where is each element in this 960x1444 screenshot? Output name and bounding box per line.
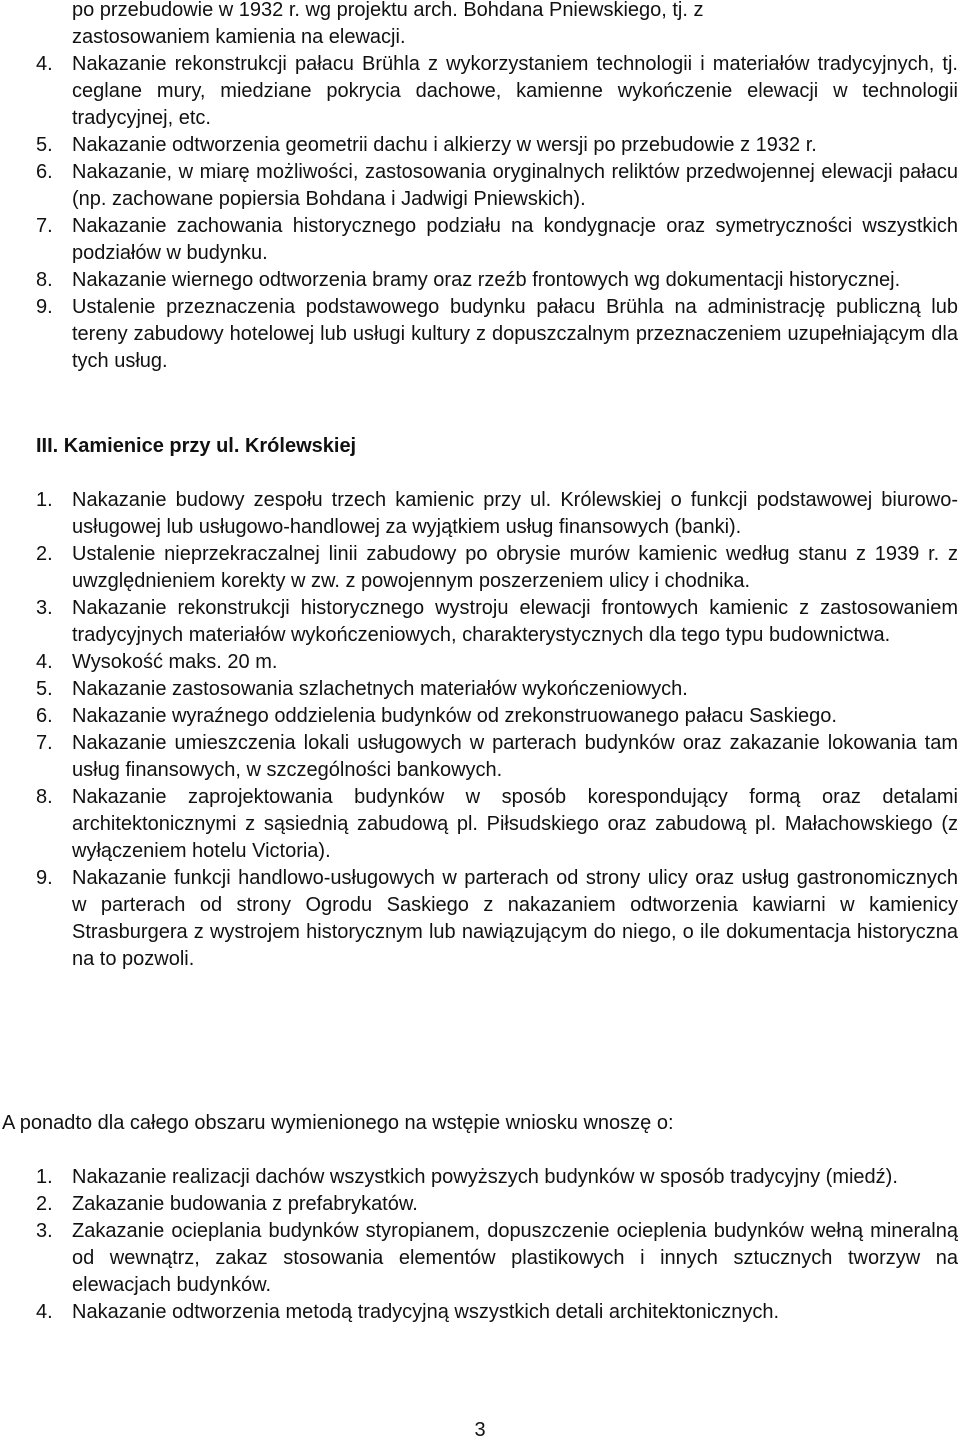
item-number: 2. — [36, 543, 53, 565]
list-item — [0, 1299, 960, 1326]
list-item — [0, 51, 960, 132]
area-intro-text: A ponadto dla całego obszaru wymienionego na wstępie wniosku wnoszę o: — [2, 1112, 674, 1134]
item-text: Nakazanie wiernego odtworzenia bramy oraz rzeźb frontowych wg dokumentacji historycznej. — [72, 269, 901, 291]
list-item — [0, 784, 960, 865]
continuation-line-1: po przebudowie w 1932 r. wg projektu arch. Bohdana Pniewskiego, tj. z — [72, 0, 704, 21]
list-item — [0, 676, 960, 703]
list-area-items — [0, 1164, 960, 1326]
item-number: 8. — [36, 786, 53, 808]
item-number: 4. — [36, 53, 53, 75]
item-text: Ustalenie nieprzekraczalnej linii zabudowy po obrysie murów kamienic według stanu z 1939 r. z uwzględnieniem korekty w zw. z powojennym poszerzeniem ulicy i chodnika. — [72, 543, 958, 592]
item-number: 6. — [36, 161, 53, 183]
item-number: 7. — [36, 732, 53, 754]
item-number: 1. — [36, 489, 53, 511]
list-item — [0, 865, 960, 973]
list-item — [0, 487, 960, 541]
continuation-line-2: zastosowaniem kamienia na elewacji. — [72, 26, 406, 48]
item-text: Nakazanie odtworzenia metodą tradycyjną wszystkich detali architektonicznych. — [72, 1301, 780, 1323]
list-item — [0, 1164, 960, 1191]
item-number: 3. — [36, 597, 53, 619]
item-text: Wysokość maks. 20 m. — [72, 651, 278, 673]
item-number: 5. — [36, 134, 53, 156]
item-text: Ustalenie przeznaczenia podstawowego budynku pałacu Brühla na administrację publiczną lub tereny zabudowy hotelowej lub usługi kultury z dopuszczalnym przeznaczeniem uzupełniającym dla tych usług. — [72, 296, 958, 372]
item-text: Zakazanie budowania z prefabrykatów. — [72, 1193, 418, 1215]
list-palace-items — [0, 51, 960, 375]
item-text: Nakazanie zachowania historycznego podziału na kondygnacje oraz symetryczności wszystkich podziałów w budynku. — [72, 215, 958, 264]
item-text: Nakazanie wyraźnego oddzielenia budynków od zrekonstruowanego pałacu Saskiego. — [72, 705, 837, 727]
section-heading: III. Kamienice przy ul. Królewskiej — [36, 435, 357, 457]
item-text: Zakazanie ocieplania budynków styropianem, dopuszczenie ocieplenia budynków wełną mineralną od wewnątrz, zakaz stosowania elementów plastikowych i innych sztucznych tworzyw na elewacjach budynków. — [72, 1220, 958, 1296]
item-number: 7. — [36, 215, 53, 237]
list-item — [0, 595, 960, 649]
item-text: Nakazanie, w miarę możliwości, zastosowania oryginalnych reliktów przedwojennej elewacji pałacu (np. zachowane popiersia Bohdana i Jadwigi Pniewskich). — [72, 161, 958, 210]
section-tenements — [0, 487, 960, 973]
list-item — [0, 541, 960, 595]
item-number: 5. — [36, 678, 53, 700]
item-number: 4. — [36, 651, 53, 673]
list-item — [0, 132, 960, 159]
list-item — [0, 159, 960, 213]
item-number: 9. — [36, 296, 53, 318]
list-item — [0, 649, 960, 676]
item-number: 9. — [36, 867, 53, 889]
item-number: 4. — [36, 1301, 53, 1323]
item-number: 6. — [36, 705, 53, 727]
item-text: Nakazanie zaprojektowania budynków w sposób korespondujący formą oraz detalami architektonicznymi z sąsiednią zabudową pl. Piłsudskiego oraz zabudową pl. Małachowskiego (z wyłączeniem hotelu Victoria). — [72, 786, 958, 862]
list-item — [0, 1218, 960, 1299]
list-tenement-items — [0, 487, 960, 973]
item-number: 1. — [36, 1166, 53, 1188]
list-item — [0, 267, 960, 294]
list-item — [0, 294, 960, 375]
list-item — [0, 1191, 960, 1218]
page-number: 3 — [474, 1419, 486, 1441]
item-text: Nakazanie umieszczenia lokali usługowych w parterach budynków oraz zakazanie lokowania tam usług finansowych, w szczególności bankowych. — [72, 732, 958, 781]
item-text: Nakazanie rekonstrukcji pałacu Brühla z wykorzystaniem technologii i materiałów tradycyjnych, tj. ceglane mury, miedziane pokrycia dachowe, kamienne wykończenie elewacji w technologii tradycyjnej, etc. — [72, 53, 958, 129]
section-whole-area — [0, 1164, 960, 1326]
item-number: 2. — [36, 1193, 53, 1215]
item-text: Nakazanie realizacji dachów wszystkich powyższych budynków w sposób tradycyjny (miedź). — [72, 1166, 898, 1188]
item-text: Nakazanie zastosowania szlachetnych materiałów wykończeniowych. — [72, 678, 688, 700]
item-number: 3. — [36, 1220, 53, 1242]
list-item — [0, 703, 960, 730]
section-palace-brühl — [0, 0, 960, 375]
item-text: Nakazanie rekonstrukcji historycznego wystroju elewacji frontowych kamienic z zastosowaniem tradycyjnych materiałów wykończeniowych, charakterystycznych dla tego typu budownictwa. — [72, 597, 958, 646]
item-text: Nakazanie budowy zespołu trzech kamienic przy ul. Królewskiej o funkcji podstawowej biurowo-usługowej lub usługowo-handlowej za wyjątkiem usług finansowych (banki). — [72, 489, 958, 538]
list-item — [0, 730, 960, 784]
item-number: 8. — [36, 269, 53, 291]
item-text: Nakazanie funkcji handlowo-usługowych w parterach od strony ulicy oraz usług gastronomicznych w parterach od strony Ogrodu Saskiego z nakazaniem odtworzenia kawiarni w kamienicy Strasburgera z wystrojem historycznym lub nawiązującym do niego, o ile dokumentacja historyczna na to pozwoli. — [72, 867, 958, 970]
item-text: Nakazanie odtworzenia geometrii dachu i alkierzy w wersji po przebudowie z 1932 r. — [72, 134, 817, 156]
list-item — [0, 213, 960, 267]
continuation-text — [0, 0, 960, 51]
